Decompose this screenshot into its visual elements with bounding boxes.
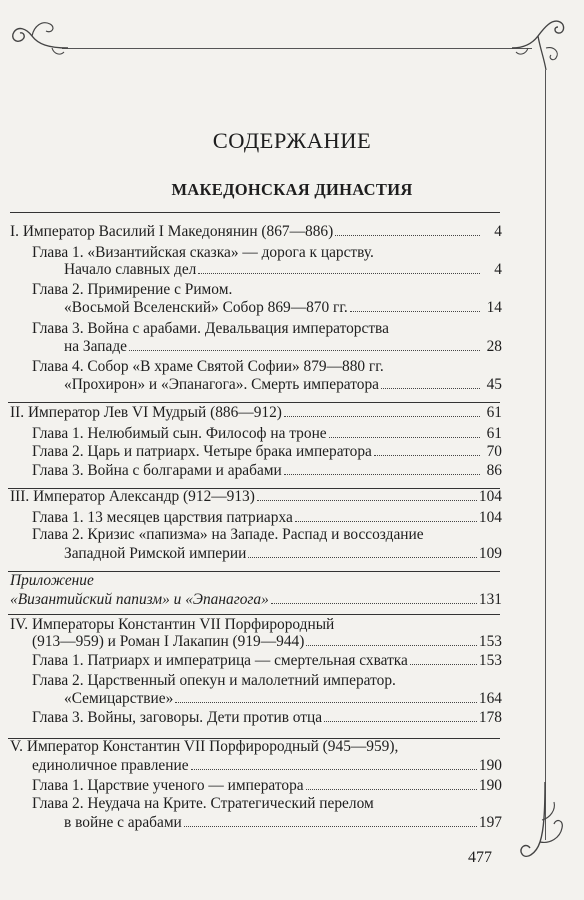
- toc-leader-dots: [191, 755, 477, 770]
- toc-entry: [64, 543, 502, 563]
- toc-entry-title: Глава 1. «Византийская сказка» — дорога к царству.: [32, 244, 374, 261]
- section-divider: [8, 488, 500, 489]
- toc-entry: [10, 589, 502, 609]
- toc-entry-page: 104: [478, 488, 502, 505]
- toc-entry-title: в войне с арабами: [64, 814, 182, 831]
- section-divider: [8, 402, 500, 403]
- toc-entry-page: 70: [486, 443, 502, 460]
- toc-entry: [32, 460, 502, 480]
- toc-entry-page: 109: [478, 545, 502, 562]
- toc-entry-page: 164: [478, 690, 502, 707]
- toc-leader-dots: [284, 460, 480, 475]
- toc-entry-page: 61: [486, 404, 502, 421]
- toc-entry-title: единоличное правление: [32, 757, 189, 774]
- toc-entry-page: 14: [486, 299, 502, 316]
- toc-entry: [32, 507, 502, 527]
- toc-leader-dots: [324, 707, 477, 722]
- page-number: 477: [468, 849, 492, 866]
- toc-entry: [32, 650, 502, 670]
- toc-entry-title: Глава 1. 13 месяцев царствия патриарха: [32, 509, 293, 526]
- toc-entry-title: Глава 4. Собор «В храме Святой Софии» 879—880 гг.: [32, 358, 384, 375]
- toc-entry-title: Западной Римской империи: [64, 545, 247, 562]
- toc-leader-dots: [335, 221, 480, 236]
- toc-entry-page: 4: [494, 261, 502, 278]
- toc-entry-title: Приложение: [10, 572, 94, 589]
- toc-leader-dots: [329, 423, 480, 438]
- toc-entry-page: 45: [486, 376, 502, 393]
- toc-entry-title: (913—959) и Роман I Лакапин (919—944): [32, 633, 305, 650]
- toc-entry-title: «Византийский папизм» и «Эпанагога»: [10, 591, 269, 608]
- toc-entry: [32, 631, 502, 651]
- toc-entry-page: 153: [478, 652, 502, 669]
- toc-entry: [64, 688, 502, 708]
- toc-entry-page: 178: [478, 709, 502, 726]
- toc-entry-page: 86: [486, 462, 502, 479]
- toc-entry: [64, 336, 502, 356]
- toc-entry: [32, 707, 502, 727]
- toc-entry-title: Глава 2. Неудача на Крите. Стратегический перелом: [32, 795, 374, 812]
- toc-entry-title: III. Император Александр (912—913): [10, 488, 255, 505]
- page-title: СОДЕРЖАНИЕ: [212, 128, 372, 153]
- toc-entry-title: Глава 3. Война с болгарами и арабами: [32, 462, 282, 479]
- toc-entry-title: Глава 2. Царь и патриарх. Четыре брака императора: [32, 443, 372, 460]
- toc-entry: [64, 812, 502, 832]
- toc-entry-title: Глава 1. Нелюбимый сын. Философ на троне: [32, 425, 327, 442]
- toc-leader-dots: [306, 775, 477, 790]
- toc-entry-page: 190: [478, 777, 502, 794]
- toc-entry-page: 190: [478, 757, 502, 774]
- toc-entry-title: на Западе: [64, 338, 127, 355]
- toc-entry: [32, 755, 502, 775]
- toc-entry-title: «Семицарствие»: [64, 690, 174, 707]
- toc-leader-dots: [184, 812, 477, 827]
- section-divider: [8, 738, 500, 739]
- toc-entry-title: II. Император Лев VI Мудрый (886—912): [10, 404, 282, 421]
- toc-leader-dots: [198, 259, 480, 274]
- toc-entry-page: 4: [494, 223, 502, 240]
- toc-entry-page: 61: [486, 425, 502, 442]
- toc-leader-dots: [350, 297, 480, 312]
- toc-entry-title: I. Император Василий I Македонянин (867—886): [10, 223, 334, 240]
- toc-entry-title: Глава 3. Войны, заговоры. Дети против отца: [32, 709, 323, 726]
- toc-entry-page: 28: [486, 338, 502, 355]
- toc-entry: [64, 259, 502, 279]
- toc-entry: [32, 423, 502, 443]
- toc-leader-dots: [295, 507, 477, 522]
- toc-entry-title: Глава 1. Патриарх и императрица — смертельная схватка: [32, 652, 408, 669]
- toc-entry-page: 197: [478, 814, 502, 831]
- toc-entry-title: «Прохирон» и «Эпанагога». Смерть императора: [64, 376, 379, 393]
- toc-entry-title: Глава 2. Кризис «папизма» на Западе. Распад и воссоздание: [32, 526, 424, 543]
- toc-leader-dots: [129, 336, 480, 351]
- toc-entry-page: 131: [478, 591, 502, 608]
- toc-entry: [32, 775, 502, 795]
- toc-entry: [32, 525, 502, 545]
- toc-entry: [10, 571, 502, 591]
- section-divider: [8, 614, 500, 615]
- toc-entry-page: 153: [478, 633, 502, 650]
- section-title: МАКЕДОНСКАЯ ДИНАСТИЯ: [171, 180, 413, 199]
- toc-entry: [32, 794, 502, 814]
- toc-entry-page: 104: [478, 509, 502, 526]
- toc-leader-dots: [284, 402, 480, 417]
- toc-entry: [10, 486, 502, 506]
- toc-leader-dots: [381, 374, 480, 389]
- toc-entry: [64, 374, 502, 394]
- toc-leader-dots: [175, 688, 477, 703]
- toc-entry: [64, 297, 502, 317]
- toc-entry-title: Начало славных дел: [64, 261, 197, 278]
- toc-entry-title: V. Император Константин VII Порфирородный (945—959),: [10, 738, 399, 755]
- toc-leader-dots: [306, 631, 477, 646]
- toc-entry: [32, 441, 502, 461]
- toc-entry: [10, 737, 502, 757]
- toc-entry: [10, 402, 502, 422]
- section-divider: [8, 571, 500, 572]
- toc-entry-title: Глава 3. Война с арабами. Девальвация императорства: [32, 320, 389, 337]
- toc-entry-title: Глава 2. Царственный опекун и малолетний император.: [32, 672, 396, 689]
- toc-leader-dots: [410, 650, 477, 665]
- toc-entry-title: IV. Императоры Константин VII Порфирородный: [10, 616, 335, 633]
- toc-entry-title: Глава 2. Примирение с Римом.: [32, 281, 233, 298]
- toc-entry-title: Глава 1. Царствие ученого — императора: [32, 777, 304, 794]
- toc-entry-title: «Восьмой Вселенский» Собор 869—870 гг.: [64, 299, 348, 316]
- toc-leader-dots: [374, 441, 480, 456]
- toc-leader-dots: [248, 543, 477, 558]
- toc-leader-dots: [271, 589, 477, 604]
- toc-entry: [10, 221, 502, 241]
